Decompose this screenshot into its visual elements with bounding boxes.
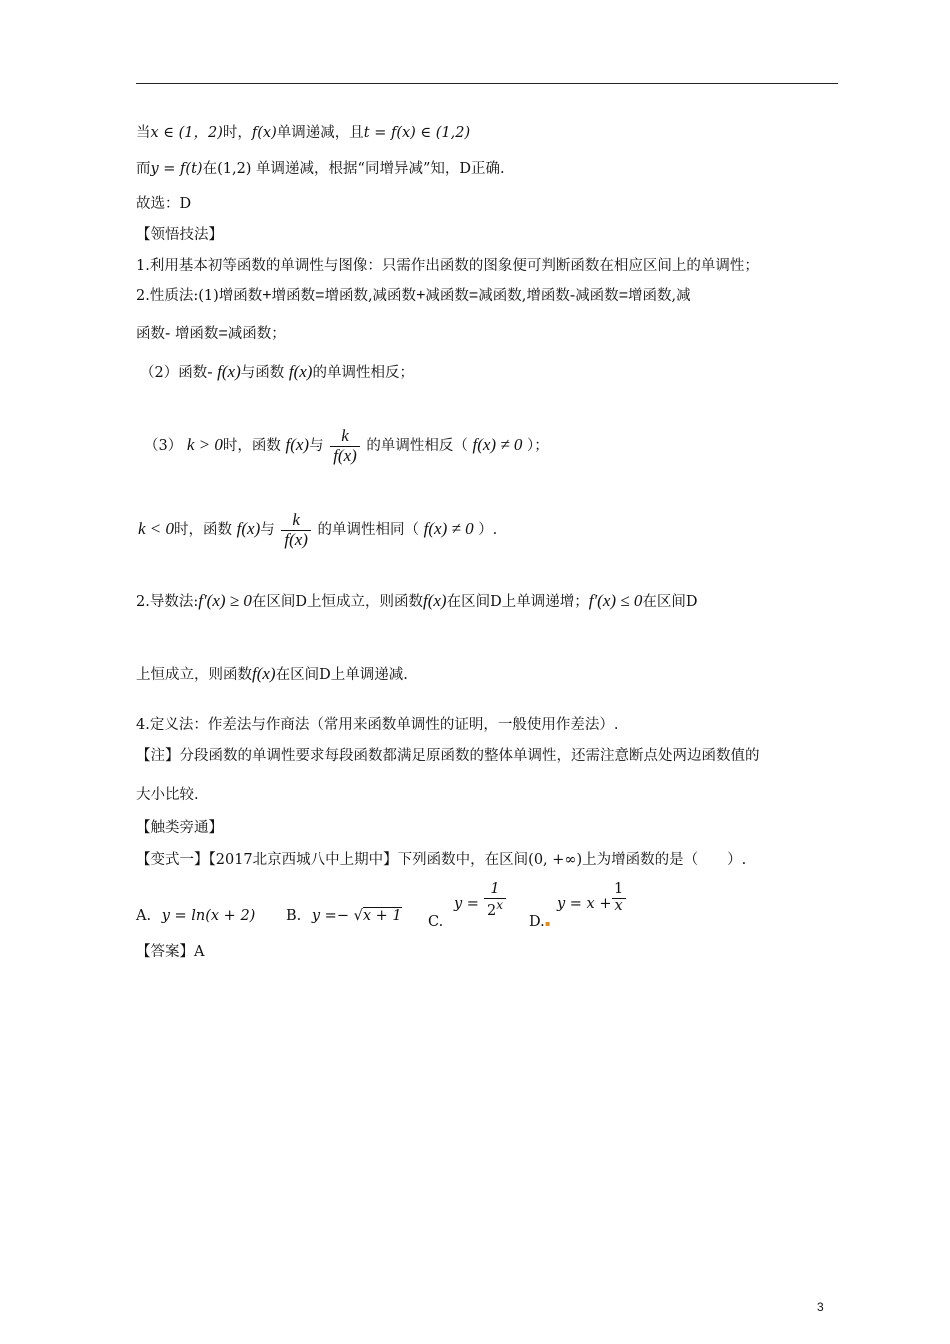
option-c-lhs: y = (454, 896, 479, 912)
fraction-denominator: f(x) (330, 446, 360, 466)
answer-line: 【答案】A (136, 944, 205, 960)
text: 单调递减，且 (276, 125, 364, 141)
math-x-interval: x ∈ (1，2) (150, 125, 223, 141)
anchor-mark-icon: ▪ (545, 919, 551, 928)
radicand: x + 1 (362, 908, 402, 924)
math-derivative-nonpos: f′(x) ≤ 0 (588, 591, 643, 610)
option-a (136, 906, 255, 926)
equals-sign: = (618, 287, 629, 304)
plus-sign: + (416, 287, 426, 304)
equals-sign: = (468, 287, 479, 304)
option-a-label: A. (136, 908, 152, 924)
line-12 (136, 661, 408, 688)
text: 与 (260, 522, 275, 538)
note-line-1: 【注】分段函数的单调性要求每段函数都满足原函数的整体单调性，还需注意断点处两边函数值的 (136, 748, 760, 764)
fraction-k-over-fx (281, 511, 311, 549)
fraction-numerator: k (292, 509, 300, 529)
text: 与函数 (240, 365, 285, 381)
text: 当 (136, 125, 151, 141)
text: 的单调性相反（ (366, 438, 468, 454)
text: 与 (309, 438, 324, 454)
option-b-label: B. (286, 908, 302, 924)
math-y-ft: y = f(t) (150, 161, 203, 177)
minus-sign: - (207, 364, 213, 381)
line-1 (136, 123, 470, 143)
text: 减函数,增函数 (478, 288, 570, 304)
text: 在区间D (642, 594, 698, 610)
math-t-fx: t = f(x) ∈ (1,2) (363, 125, 471, 141)
option-d-fraction (611, 882, 626, 915)
text: 单调递减，根据“同增异减”知，D正确. (251, 161, 505, 177)
line-8 (140, 362, 414, 383)
text: 增函数 (271, 288, 316, 304)
fraction-numerator: k (341, 425, 349, 445)
math-fx: f(x) (236, 519, 261, 538)
exponent: x (496, 897, 504, 912)
line-6 (136, 286, 691, 306)
text: 在区间D上单调递减. (275, 667, 408, 683)
math-fx: f(x) (252, 664, 276, 683)
text: 在区间D上单调递增； (446, 594, 589, 610)
option-a-expr: y = ln(x + 2) (161, 908, 256, 924)
text: 在 (202, 161, 218, 177)
radical-sign: √ (353, 908, 363, 924)
math-fx: f(x) (288, 362, 313, 381)
line-7 (136, 324, 286, 344)
text: 在区间D上恒成立，则函数 (251, 594, 423, 610)
option-d-lhs: y = x + (557, 896, 612, 912)
line-10 (138, 506, 497, 553)
option-d-label: D. (529, 914, 545, 930)
base: 2 (487, 902, 497, 919)
text: （2）函数 (140, 365, 208, 381)
fraction-denominator: x (612, 898, 626, 915)
text: 函数 (136, 326, 165, 342)
math-fx: f(x) (217, 362, 241, 381)
equals-sign: = (315, 287, 325, 304)
math-fx: f(x) (423, 591, 447, 610)
text: 的单调性相反； (312, 365, 414, 381)
math-fx: f(x) (285, 435, 310, 454)
text: 减函数； (227, 326, 286, 342)
text: 时，函数 (174, 522, 233, 538)
text: 的单调性相同（ (317, 522, 420, 538)
minus-sign: - (165, 325, 171, 342)
math-interval: (1,2) (217, 161, 252, 177)
math-k-negative: k < 0 (138, 519, 175, 538)
text: 上恒成立，则函数 (136, 667, 252, 683)
math-fx: f(x) (251, 125, 277, 141)
text: ）； (527, 438, 549, 454)
page-number: 3 (817, 1300, 824, 1314)
option-c-fraction (484, 882, 506, 920)
equals-sign: = (218, 325, 228, 342)
text: 增函数,减 (628, 288, 691, 304)
fraction-numerator: 1 (490, 881, 500, 897)
text: 时， (222, 125, 252, 141)
line-13: 4.定义法：作差法与作商法（常用来函数单调性的证明，一般使用作差法）. (136, 717, 619, 733)
math-fx-nonzero: f(x) ≠ 0 (472, 435, 523, 454)
math-k-positive: k > 0 (186, 435, 223, 454)
text: 增函数 (174, 326, 219, 342)
minus-sign: - (569, 287, 576, 304)
text: （3） (144, 438, 183, 454)
fraction-denominator (484, 898, 506, 920)
line-9 (144, 422, 549, 469)
option-b-expr: y =− (311, 908, 354, 924)
math-derivative-nonneg: f′(x) ≥ 0 (198, 591, 252, 610)
math-interval: (0, +∞) (528, 852, 583, 868)
note-line-2: 大小比较. (136, 787, 199, 803)
text: 2.导数法: (136, 594, 199, 610)
text: 2.性质法:(1)增函数 (136, 288, 263, 304)
text: 【变式一】【2017北京西城八中上期中】下列函数中，在区间 (136, 852, 529, 868)
question-line (136, 850, 746, 870)
line-11 (136, 588, 698, 615)
text: 而 (136, 161, 151, 177)
line-2 (136, 159, 505, 179)
header-rule (136, 83, 838, 84)
line-3: 故选：D (136, 196, 192, 212)
text: 减函数 (425, 288, 469, 304)
text: 上为增函数的是（ ）. (582, 852, 747, 868)
section-heading-practice: 【触类旁通】 (136, 820, 223, 836)
plus-sign: + (262, 287, 272, 304)
option-b (286, 906, 402, 926)
fraction-denominator: f(x) (281, 530, 311, 550)
fraction-k-over-fx (330, 427, 360, 465)
fraction-numerator: 1 (614, 881, 624, 897)
line-5: 1.利用基本初等函数的单调性与图像：只需作出函数的图象便可判断函数在相应区间上的单调性； (136, 258, 759, 274)
math-fx-nonzero: f(x) ≠ 0 (423, 519, 474, 538)
text: 减函数 (575, 288, 619, 304)
option-c-label: C. (428, 914, 444, 930)
text: ）. (478, 522, 498, 538)
section-heading-tips: 【领悟技法】 (136, 227, 223, 243)
text: 增函数,减函数 (324, 288, 417, 304)
text: 时，函数 (222, 438, 281, 454)
